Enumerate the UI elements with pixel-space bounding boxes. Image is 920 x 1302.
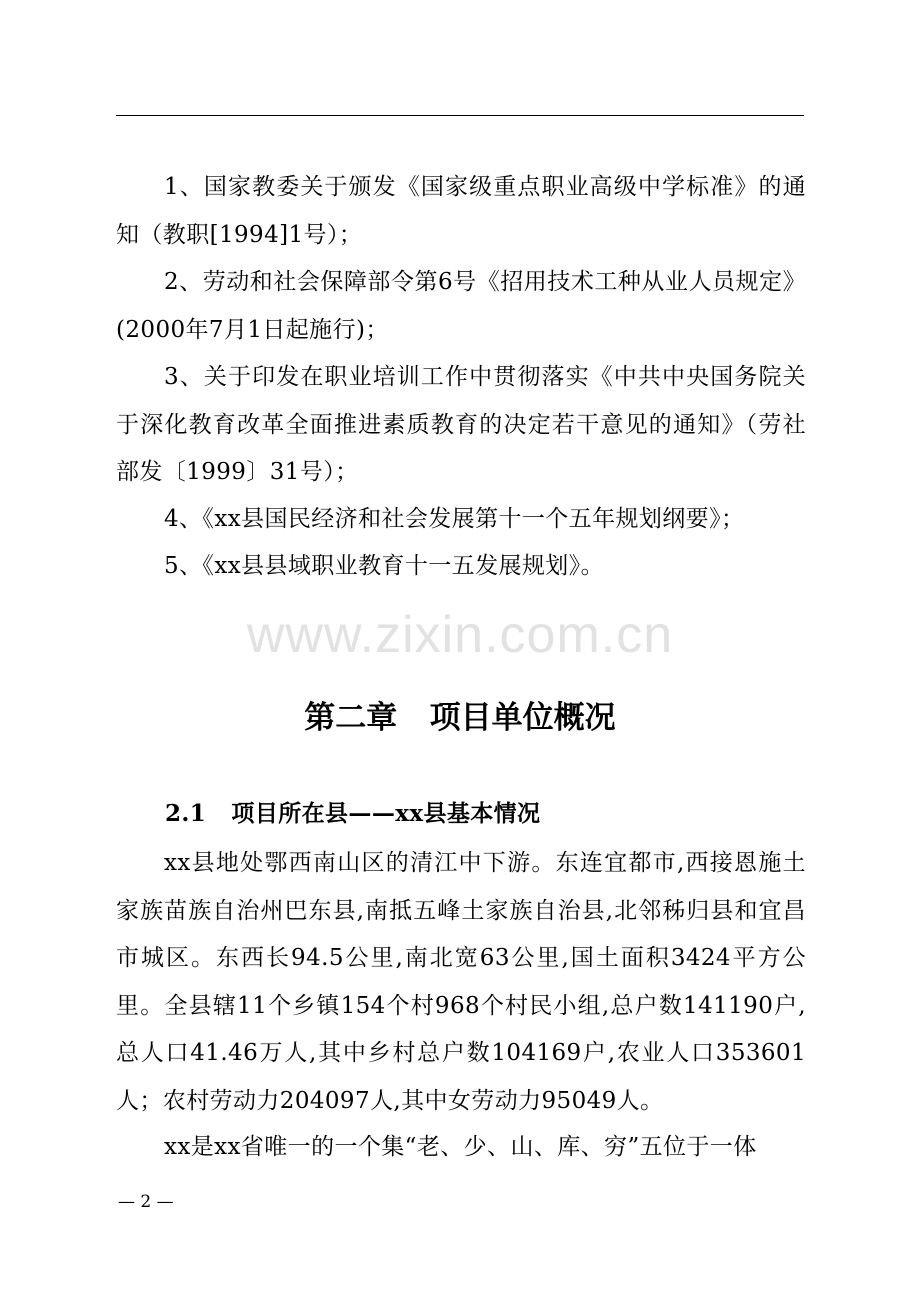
header-rule [116,115,804,116]
body-paragraph-1: xx县地处鄂西南山区的清江中下游。东连宜都市,西接恩施土家族苗族自治州巴东县,南抵五峰土家族自治县,北邻秭归县和宜昌市城区。东西长94.5公里,南北宽63公里,国土面积3424平方公里。全县辖11个乡镇154个村968个村民小组,总户数141190户,总人口41.46万人,其中乡村总户数104169户,农业人口353601人；农村劳动力204097人,其中女劳动力95049人。 [116,850,806,1114]
body-paragraph-2: xx是xx省唯一的一个集“老、少、山、库、穷”五位于一体 [164,1134,757,1160]
chapter-title: 第二章 项目单位概况 [304,700,616,736]
page-number: — 2 — [118,1192,174,1212]
watermark: www.zixin.com.cn [246,606,674,664]
reference-item-1: 1、国家教委关于颁发《国家级重点职业高级中学标准》的通知（教职[1994]1号）； [116,174,806,248]
reference-item-3: 3、关于印发在职业培训工作中贯彻落实《中共中央国务院关于深化教育改革全面推进素质教育的决定若干意见的通知》（劳社部发〔1999〕31号）； [116,364,806,485]
reference-item-4: 4、《xx县国民经济和社会发展第十一个五年规划纲要》； [164,506,745,532]
section-heading: 2.1 项目所在县——xx县基本情况 [165,800,541,827]
reference-item-2: 2、劳动和社会保障部令第6号《招用技术工种从业人员规定》(2000年7月1日起施行)； [116,269,806,343]
reference-item-5: 5、《xx县县域职业教育十一五发展规划》。 [164,553,604,579]
